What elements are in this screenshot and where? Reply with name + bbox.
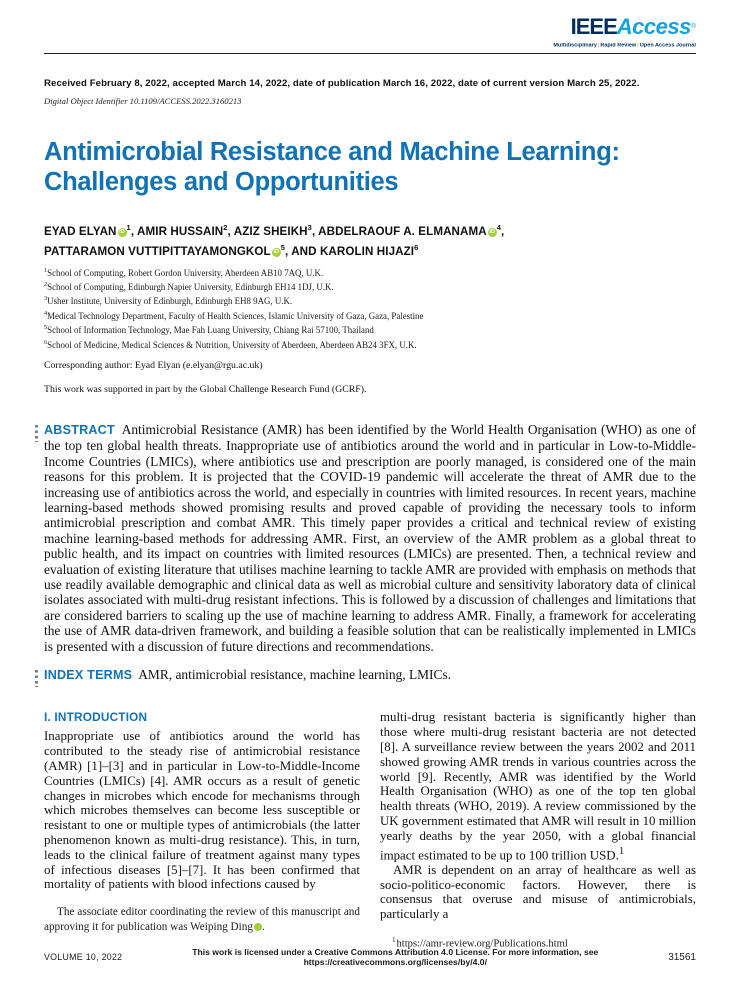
page-footer bbox=[44, 947, 696, 967]
tagline-separator: ¦ bbox=[597, 43, 600, 49]
author: ABDELRAOUF A. ELMANAMA iD $^4$, bbox=[318, 223, 505, 238]
author: EYAD ELYAN iD $^1$, bbox=[44, 223, 138, 238]
corresponding-author-line: Corresponding author: Eyad Elyan (e.elyan@rgu.ac.uk) bbox=[44, 359, 263, 371]
page-number: 31561 bbox=[668, 951, 696, 963]
body-columns bbox=[44, 710, 696, 949]
body-paragraph: multi-drug resistant bacteria is significantly higher than those where multi-drug resistant bacteria are not detected [8]. A surveillance review between the years 2002 and 2011 showed growing AMR trends in various countries across the world [9]. Recently, AMR was identified by the World Health Organisation (WHO) as one of the top ten global health threats (WHO, 2019). A review commissioned by the UK government estimated that AMR will result in 10 million yearly deaths by the year 2050, with a global financial impact estimated to be up to 100 trillion USD.$^1$ bbox=[380, 710, 696, 862]
logo-tagline: Multidisciplinary¦Rapid Review¦Open Access Journal bbox=[553, 43, 696, 49]
paper-title: Antimicrobial Resistance and Machine Learning: Challenges and Opportunities bbox=[44, 138, 620, 196]
orcid-icon: iD bbox=[273, 248, 280, 255]
orcid-icon: iD bbox=[254, 923, 262, 931]
author-list bbox=[44, 220, 696, 260]
associate-editor-note: The associate editor coordinating the review of this manuscript and approving it for publication was Weiping Ding iD. bbox=[44, 906, 360, 934]
doi-line: Digital Object Identifier 10.1109/ACCESS.2022.3160213 bbox=[44, 96, 242, 106]
right-column bbox=[380, 710, 696, 949]
author: AMIR HUSSAIN$^2$, bbox=[137, 223, 234, 238]
abstract-label: ABSTRACT bbox=[44, 422, 115, 437]
affiliation-line: $^6$School of Medicine, Medical Sciences & Nutrition, University of Aberdeen, Aberdeen AB24 3FX, U.K. bbox=[44, 338, 417, 350]
header-logo-row bbox=[44, 0, 696, 49]
ieee-logo-text: IEEE bbox=[570, 14, 617, 39]
header-rule bbox=[44, 53, 696, 54]
ieee-access-logo bbox=[541, 15, 696, 49]
volume-label: VOLUME 10, 2022 bbox=[44, 952, 123, 962]
tagline-separator: ¦ bbox=[637, 43, 639, 49]
introduction-paragraph: Inappropriate use of antibiotics around the world has contributed to the steady rise of antimicrobial resistance (AMR) [1]–[3] and in particular in Low-to-Middle-Income Countries (LMICs) [4]. AMR occurs as a result of genetic changes in microbes which encode for mechanisms through which microbes themselves can become less susceptible or resistant to one or multiple types of antimicrobials (the latter phenomenon known as multi-drug resistance). This, in turn, leads to the clinical failure of treatment against many types of infectious diseases [5]–[7]. It has been confirmed that mortality of patients with blood infections caused by bbox=[44, 729, 360, 892]
author: AZIZ SHEIKH$^3$, bbox=[233, 223, 319, 238]
orcid-icon: iD bbox=[119, 228, 125, 235]
index-terms-section bbox=[44, 667, 696, 683]
left-column bbox=[44, 710, 360, 949]
orcid-icon: iD bbox=[489, 228, 496, 235]
abstract-text: Antimicrobial Resistance (AMR) has been identified by the World Health Organisation (WHO) as one of the top ten global health threats. Inappropriate use of antibiotics around the world and in particular in Low-to-Middle-Income Countries (LMICs), where antibiotics use and prescription are poorly managed, is considered one of the main reasons for this problem. It is projected that the COVID-19 pandemic will accelerate the threat of AMR due to the increasing use of antibiotics across the world, and especially in countries with limited resources. In recent years, machine learning-based methods showed promising results and proved capable of providing the necessary tools to inform antimicrobial prescription and combat AMR. This timely paper provides a critical and technical review of existing machine learning-based methods for addressing AMR. First, an overview of the AMR problem as a global threat to public health, and its impact on countries with limited resources (LMICs) are presented. Then, a technical review and evaluation of existing literature that utilises machine learning to tackle AMR are provided with emphasis on methods that use readily available demographic and clinical data as well as microbial culture and sensitivity laboratory data of clinical isolates associated with multi-drug resistant infections. This is followed by a discussion of challenges and limitations that are considered barriers to scaling up the use of machine learning to address AMR. Finally, a framework for accelerating the use of AMR data-driven framework, and building a feasible solution that can be realistically implemented in LMICs is presented with a discussion of future directions and recommendations. bbox=[44, 421, 696, 654]
author: PATTARAMON VUTTIPITTAYAMONGKOL iD $^5$, AND bbox=[44, 242, 320, 258]
footnote-marker: 1 bbox=[392, 935, 396, 944]
footnote-marker: 1 bbox=[618, 844, 625, 857]
received-dates-line: Received February 8, 2022, accepted March 14, 2022, date of publication March 16, 2022, date of current version March 25, 2022. bbox=[44, 78, 640, 89]
affiliation-line: $^2$School of Computing, Edinburgh Napier University, Edinburgh EH14 1DJ, U.K. bbox=[44, 281, 334, 293]
affiliation-line: $^4$Medical Technology Department, Faculty of Health Sciences, Islamic University of Gaza, Gaza, Palestine bbox=[44, 309, 424, 321]
body-paragraph: AMR is dependent on an array of healthcare as well as socio-politico-economic factors. However, there is consensus that overuse and misuse of antimicrobials, particularly a bbox=[380, 862, 696, 922]
affiliation-line: $^3$Usher Institute, University of Edinburgh, Edinburgh EH8 9AG, U.K. bbox=[44, 295, 293, 307]
license-statement: This work is licensed under a Creative Commons Attribution 4.0 License. For more information, see https://creativecommons.org/licenses/by/4.0/ bbox=[192, 947, 599, 967]
index-terms-dotted-marker bbox=[35, 670, 38, 687]
section-heading-introduction: I. INTRODUCTION bbox=[44, 710, 148, 725]
footnote-url[interactable]: https://amr-review.org/Publications.html bbox=[396, 938, 568, 950]
author: KAROLIN HIJAZI$^6$ bbox=[319, 242, 419, 258]
registered-mark: ® bbox=[690, 23, 696, 30]
index-terms-text: AMR, antimicrobial resistance, machine learning, LMICs. bbox=[138, 667, 452, 683]
abstract-dotted-marker bbox=[35, 425, 38, 442]
abstract-section bbox=[44, 422, 696, 654]
index-terms-label: INDEX TERMS bbox=[44, 668, 133, 683]
affiliation-line: $^1$School of Computing, Robert Gordon University, Aberdeen AB10 7AQ, U.K. bbox=[44, 266, 324, 278]
affiliation-list bbox=[44, 265, 696, 351]
funding-note: This work was supported in part by the Global Challenge Research Fund (GCRF). bbox=[44, 383, 367, 395]
affiliation-line: $^5$School of Information Technology, Mae Fah Luang University, Chiang Rai 57100, Thailand bbox=[44, 324, 374, 336]
access-logo-text: Access bbox=[616, 14, 691, 39]
